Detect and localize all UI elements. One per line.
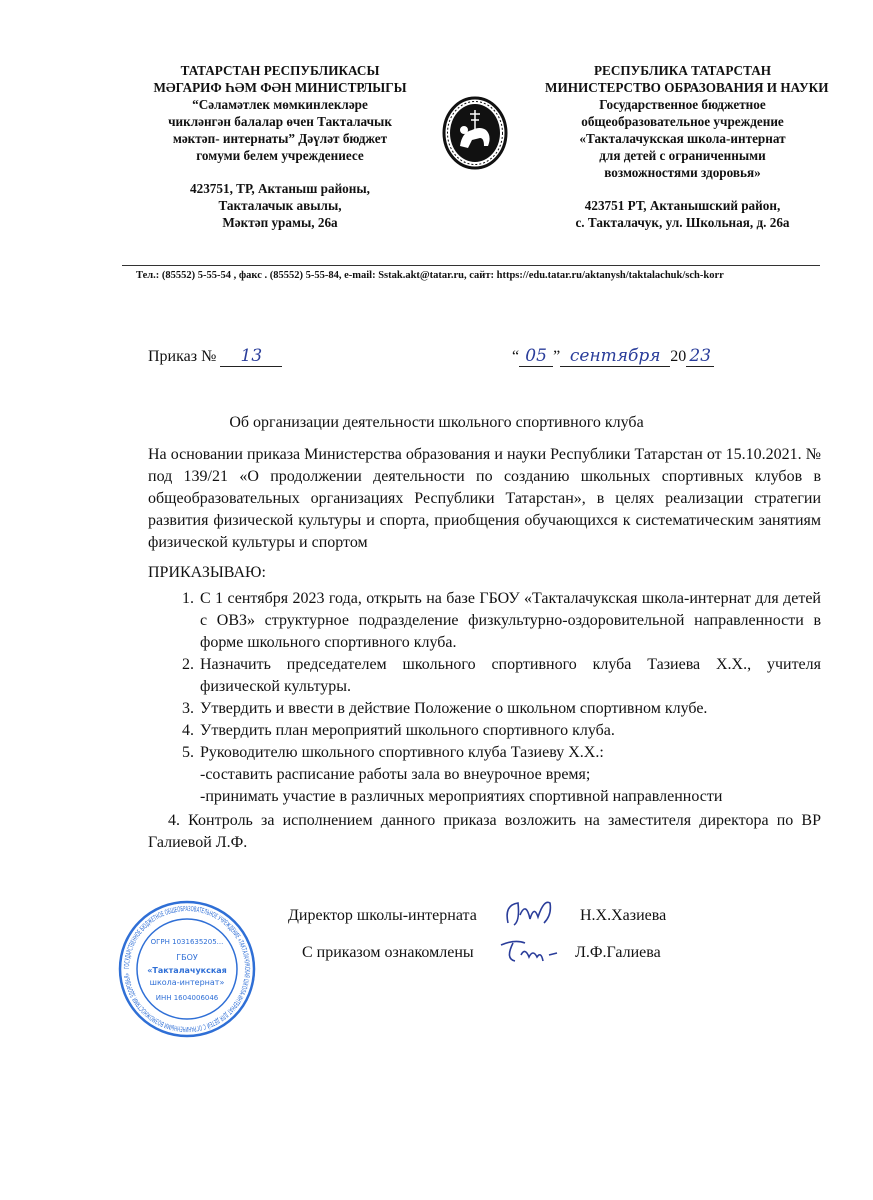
item-subpoint: -составить расписание работы зала во внеурочное время; (200, 766, 591, 783)
signature-acknowledged (302, 944, 474, 962)
stamp-center: «Такталачукская (147, 966, 227, 975)
header-line: чикләнгән балалар өчен Такталачык (168, 114, 392, 129)
contacts-line: Тел.: (85552) 5-55-54 , факс . (85552) 5-55-84, e-mail: Sstak.akt@tatar.ru, сайт: https://edu.tatar.ru/aktanysh/taktalachuk/sch-korr (136, 270, 724, 281)
order-item (198, 742, 821, 808)
order-items (148, 588, 821, 808)
signature-name: Л.Ф.Галиева (575, 944, 661, 961)
header-line: МӘГАРИФ ҺӘМ ФӘН МИНИСТРЛЫГЫ (153, 80, 407, 95)
official-stamp (118, 900, 256, 1038)
header-line: гомуми белем учреждениесе (196, 148, 364, 163)
header-line: “Сәламәтлек мөмкинлекләре (192, 97, 368, 112)
document-body (148, 444, 821, 854)
header-right-russian (545, 62, 829, 231)
header-divider (122, 265, 820, 266)
item-text: Утвердить план мероприятий школьного спортивного клуба. (200, 722, 615, 739)
header-line: общеобразовательное учреждение (581, 114, 784, 129)
address-line: Такталачык авылы, (218, 198, 342, 213)
acknowledger-signature-icon (495, 935, 565, 967)
item-text: С 1 сентября 2023 года, открыть на базе ГБОУ «Такталачукская школа-интернат для детей с ОВЗ» структурное подразделение физкультурно-оздоровительной направленности в форме школьного спортивного клуба. (200, 590, 821, 651)
stamp-center: ГБОУ (176, 953, 198, 962)
order-item (198, 698, 821, 720)
order-item (198, 654, 821, 698)
stamp-ogrn: ОГРН 1031635205... (150, 938, 224, 946)
item-subpoint: -принимать участие в различных мероприятиях спортивной направленности (200, 788, 723, 805)
address-line: Мәктәп урамы, 26а (222, 215, 338, 230)
stamp-inn: ИНН 1604006046 (155, 994, 219, 1002)
quote-open: “ (512, 348, 520, 365)
header-line: ТАТАРСТАН РЕСПУБЛИКАСЫ (180, 63, 380, 78)
order-word: ПРИКАЗЫВАЮ: (148, 564, 266, 581)
item-text: Утвердить и ввести в действие Положение о школьном спортивном клубе. (200, 700, 708, 717)
item-text: Назначить председателем школьного спортивного клуба Тазиева Х.Х., учителя физической культуры. (200, 656, 821, 695)
header-left-tatar (120, 62, 440, 231)
date-month: сентября (560, 346, 670, 367)
stamp-outer-text: ГОСУДАРСТВЕННОЕ БЮДЖЕТНОЕ ОБЩЕОБРАЗОВАТЕЛЬНОЕ УЧРЕЖДЕНИЕ «ТАКТАЛАЧУКСКАЯ ШКОЛА-ИНТЕРНАТ ДЛЯ ДЕТЕЙ С ОГРАНИЧЕННЫМИ ВОЗМОЖНОСТЯМИ ЗДОРОВЬЯ» (122, 904, 252, 1034)
header-line: для детей с ограниченными (599, 148, 766, 163)
date-year-prefix: 20 (670, 348, 687, 365)
header-line: мәктәп- интернаты” Дәүләт бюджет (172, 131, 388, 146)
signature-role: С приказом ознакомлены (302, 944, 474, 961)
order-item (198, 588, 821, 654)
control-clause: 4. Контроль за исполнением данного приказа возложить на заместителя директора по ВР Галиевой Л.Ф. (148, 812, 821, 851)
order-number-value: 13 (220, 346, 282, 367)
order-label: Приказ № (148, 348, 217, 365)
coat-of-arms-icon (442, 96, 508, 170)
signature-director (288, 907, 477, 925)
header-line: «Такталачукская школа-интернат (579, 131, 786, 146)
document-title: Об организации деятельности школьного спортивного клуба (229, 414, 644, 431)
header-line: РЕСПУБЛИКА ТАТАРСТАН (594, 63, 771, 78)
address-line: 423751, ТР, Актаныш районы, (190, 181, 370, 196)
address-line: 423751 РТ, Актанышский район, (584, 198, 781, 213)
address-line: с. Такталачук, ул. Школьная, д. 26а (575, 215, 790, 230)
header-line: МИНИСТЕРСТВО ОБРАЗОВАНИЯ И НАУКИ (545, 80, 829, 95)
order-item (198, 720, 821, 742)
order-number (148, 346, 282, 367)
preamble: На основании приказа Министерства образования и науки Республики Татарстан от 15.10.2021. № под 139/21 «О продолжении деятельности по созданию школьных спортивных клубов в общеобразовательных организациях Республики Татарстан», в целях реализации стратегии развития физической культуры и спорта, приобщения обучающихся к систематическим занятиям физической культуры и спортом (148, 446, 821, 551)
signature-role: Директор школы-интерната (288, 907, 477, 924)
header-line: возможностями здоровья» (604, 165, 761, 180)
director-signature-icon (500, 895, 560, 931)
item-text: Руководителю школьного спортивного клуба Тазиеву Х.Х.: (200, 744, 604, 761)
quote-close: ” (553, 348, 561, 365)
date-day: 05 (519, 346, 553, 367)
signature-name: Н.Х.Хазиева (580, 907, 667, 924)
stamp-center: школа-интернат» (149, 978, 225, 987)
order-date (512, 346, 714, 367)
header-line: Государственное бюджетное (599, 97, 766, 112)
date-year-suffix: 23 (686, 346, 714, 367)
